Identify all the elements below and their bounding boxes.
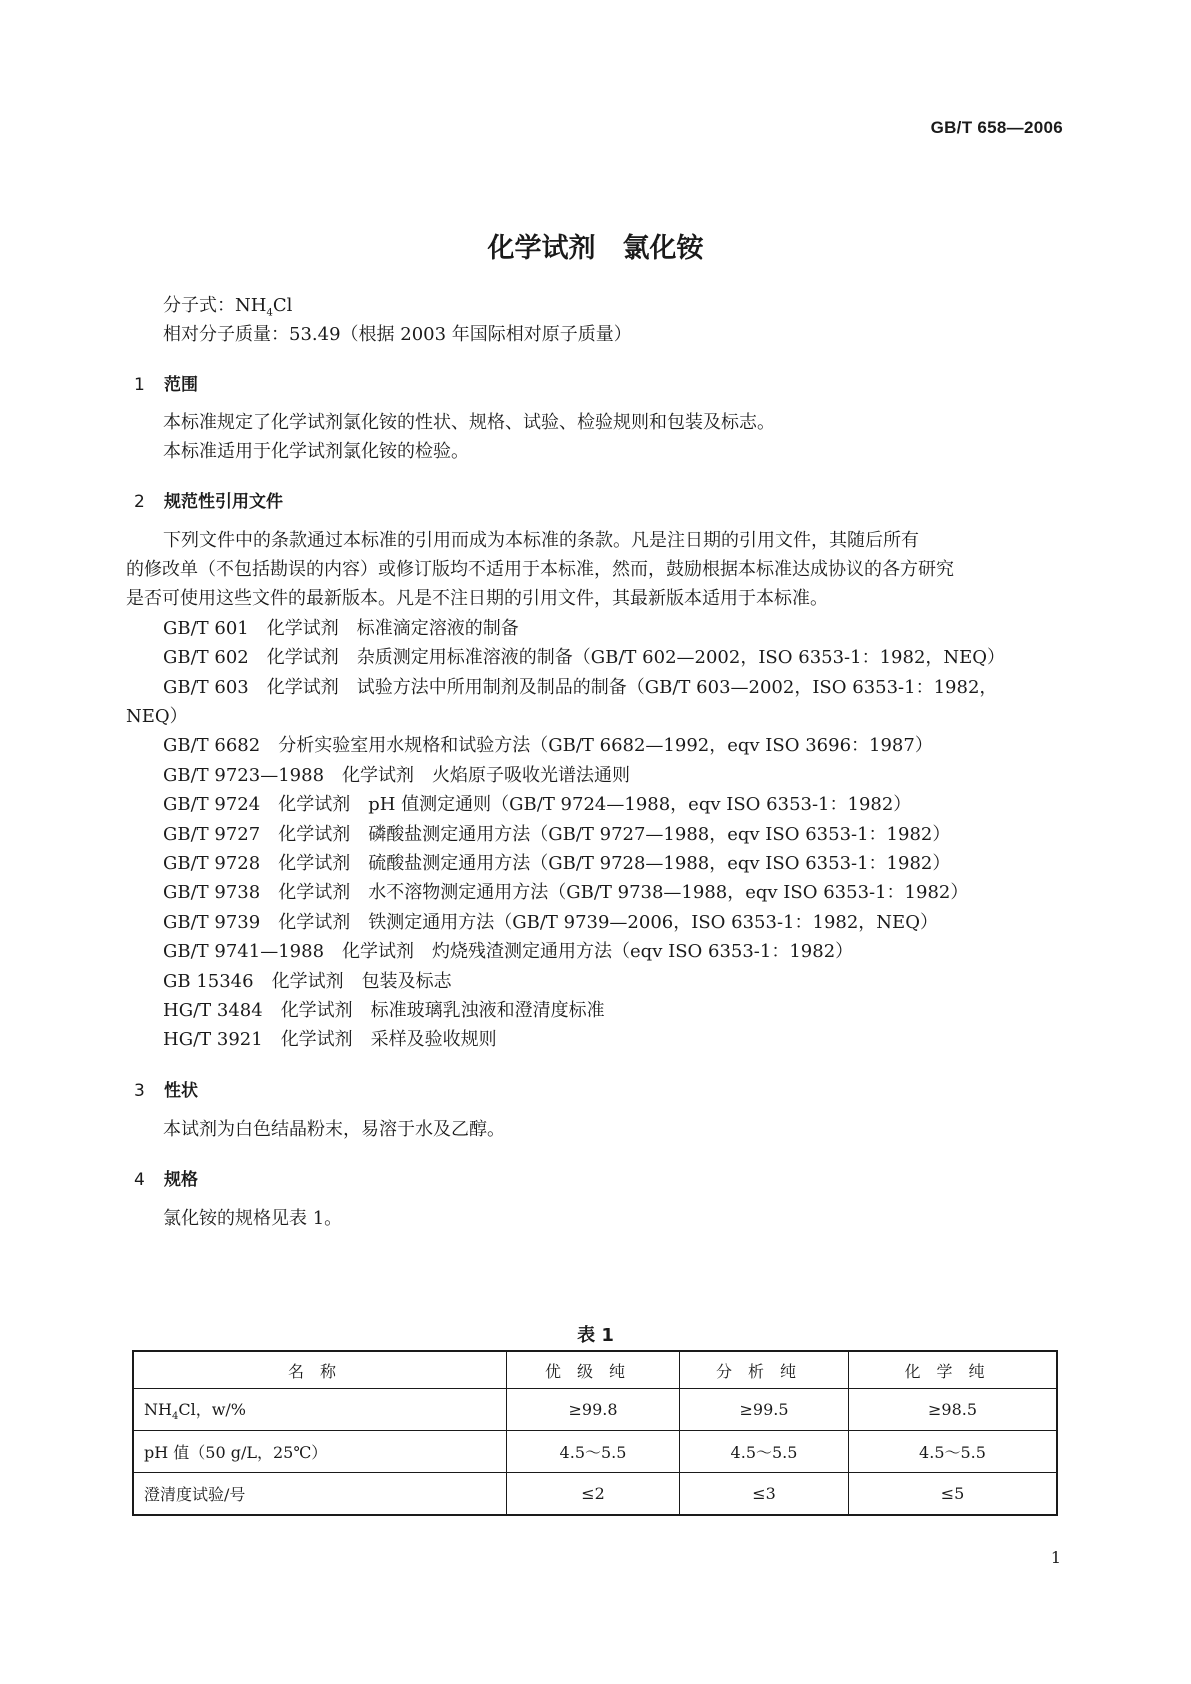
section-3-number: 3 xyxy=(134,1081,145,1101)
reference-item xyxy=(163,646,1005,670)
reference-code: HG/T 3921 xyxy=(163,1029,263,1050)
row-name-subscript: 4 xyxy=(171,1411,179,1423)
table-cell: ≤2 xyxy=(507,1473,680,1515)
reference-code: GB/T 9724 xyxy=(163,794,261,815)
section-1-title: 范围 xyxy=(164,375,198,395)
reference-text: 化学试剂 磷酸盐测定通用方法（GB/T 9727—1988，eqv ISO 6353-1：1982） xyxy=(278,824,951,845)
formula-subscript: 4 xyxy=(266,307,273,319)
reference-text: 化学试剂 水不溶物测定通用方法（GB/T 9738—1988，eqv ISO 6353-1：1982） xyxy=(278,882,969,903)
table-cell: ≥98.5 xyxy=(849,1389,1058,1431)
reference-code: GB/T 601 xyxy=(163,618,249,639)
table-row-name: 澄清度试验/号 xyxy=(133,1473,507,1515)
reference-item xyxy=(163,764,630,788)
section-3-title: 性状 xyxy=(164,1081,198,1101)
reference-code: GB/T 6682 xyxy=(163,735,261,756)
table-cell: ≤3 xyxy=(680,1473,849,1515)
reference-continuation: NEQ） xyxy=(126,706,188,727)
formula-label: 分子式： xyxy=(163,295,235,316)
reference-code: GB/T 603 xyxy=(163,677,249,698)
reference-text: 化学试剂 标准玻璃乳浊液和澄清度标准 xyxy=(280,1000,605,1021)
reference-item xyxy=(163,999,605,1023)
reference-code: GB/T 9741—1988 xyxy=(163,941,325,962)
reference-item xyxy=(163,970,452,994)
table-cell: 4.5～5.5 xyxy=(849,1431,1058,1473)
reference-text: 分析实验室用水规格和试验方法（GB/T 6682—1992，eqv ISO 3696：1987） xyxy=(278,735,933,756)
table-header-cell: 优级纯 xyxy=(507,1351,680,1389)
section-2-intro-line-3: 是否可使用这些文件的最新版本。凡是不注日期的引用文件，其最新版本适用于本标准。 xyxy=(126,588,828,609)
reference-code: GB/T 602 xyxy=(163,647,249,668)
section-3-heading xyxy=(134,1076,198,1101)
formula-main: NH xyxy=(235,295,267,316)
reference-item xyxy=(163,911,938,935)
section-4-title: 规格 xyxy=(164,1170,198,1190)
table-row xyxy=(133,1389,1057,1431)
section-1-heading xyxy=(134,370,198,395)
reference-item xyxy=(163,852,950,876)
section-4-number: 4 xyxy=(134,1170,145,1190)
reference-code: GB/T 9727 xyxy=(163,824,261,845)
section-1-paragraph-1: 本标准规定了化学试剂氯化铵的性状、规格、试验、检验规则和包装及标志。 xyxy=(163,412,775,433)
section-2-title: 规范性引用文件 xyxy=(164,492,283,512)
reference-code: GB/T 9728 xyxy=(163,853,261,874)
reference-text: 化学试剂 铁测定通用方法（GB/T 9739—2006，ISO 6353-1：1982，NEQ） xyxy=(278,912,938,933)
table-row xyxy=(133,1431,1057,1473)
table-header-cell: 分析纯 xyxy=(680,1351,849,1389)
row-name-tail: Cl，w/% xyxy=(178,1399,246,1419)
table-cell: 4.5～5.5 xyxy=(680,1431,849,1473)
section-3-paragraph: 本试剂为白色结晶粉末，易溶于水及乙醇。 xyxy=(163,1119,505,1140)
section-2-intro-line-2: 的修改单（不包括勘误的内容）或修订版均不适用于本标准，然而，鼓励根据本标准达成协议的各方研究 xyxy=(126,559,954,580)
reference-item xyxy=(163,734,933,758)
document-title: 化学试剂 氯化铵 xyxy=(487,233,704,264)
table-cell: 4.5～5.5 xyxy=(507,1431,680,1473)
reference-text: 化学试剂 标准滴定溶液的制备 xyxy=(266,618,519,639)
reference-text: 化学试剂 pH 值测定通则（GB/T 9724—1988，eqv ISO 6353-1：1982） xyxy=(278,794,912,815)
reference-text: 化学试剂 试验方法中所用制剂及制品的制备（GB/T 603—2002，ISO 6353-1：1982， xyxy=(266,677,998,698)
row-name-main: NH xyxy=(144,1399,172,1419)
reference-item xyxy=(163,823,950,847)
reference-code: GB/T 9738 xyxy=(163,882,261,903)
reference-item xyxy=(163,940,853,964)
reference-text: 化学试剂 火焰原子吸收光谱法通则 xyxy=(342,765,631,786)
table-cell: ≤5 xyxy=(849,1473,1058,1515)
reference-code: GB 15346 xyxy=(163,971,254,992)
section-2-heading xyxy=(134,487,283,512)
table-header-cell: 化学纯 xyxy=(849,1351,1058,1389)
reference-text: 化学试剂 包装及标志 xyxy=(271,971,452,992)
section-2-intro-line-1: 下列文件中的条款通过本标准的引用而成为本标准的条款。凡是注日期的引用文件，其随后所有 xyxy=(163,530,919,551)
reference-item xyxy=(163,793,911,817)
reference-item xyxy=(163,881,968,905)
reference-text: 化学试剂 灼烧残渣测定通用方法（eqv ISO 6353-1：1982） xyxy=(342,941,854,962)
reference-text: 化学试剂 硫酸盐测定通用方法（GB/T 9728—1988，eqv ISO 6353-1：1982） xyxy=(278,853,951,874)
standard-code: GB/T 658—2006 xyxy=(930,118,1063,137)
section-1-number: 1 xyxy=(134,375,145,395)
table-cell: ≥99.8 xyxy=(507,1389,680,1431)
reference-code: GB/T 9723—1988 xyxy=(163,765,325,786)
table-row-name xyxy=(133,1389,507,1431)
reference-item xyxy=(163,1028,497,1052)
table-row xyxy=(133,1473,1057,1515)
table-title: 表 1 xyxy=(577,1325,614,1346)
table-header-row xyxy=(133,1351,1057,1389)
reference-item xyxy=(163,676,997,700)
reference-code: GB/T 9739 xyxy=(163,912,261,933)
reference-text: 化学试剂 采样及验收规则 xyxy=(280,1029,497,1050)
section-4-heading xyxy=(134,1165,198,1190)
table-header-cell: 名称 xyxy=(133,1351,507,1389)
reference-text: 化学试剂 杂质测定用标准溶液的制备（GB/T 602—2002，ISO 6353-1：1982，NEQ） xyxy=(266,647,1006,668)
table-cell: ≥99.5 xyxy=(680,1389,849,1431)
page-number: 1 xyxy=(1050,1548,1061,1567)
reference-item xyxy=(163,617,519,641)
section-2-number: 2 xyxy=(134,492,145,512)
section-1-paragraph-2: 本标准适用于化学试剂氯化铵的检验。 xyxy=(163,441,469,462)
molecular-formula xyxy=(163,294,292,326)
section-4-paragraph: 氯化铵的规格见表 1。 xyxy=(163,1208,343,1229)
formula-tail: Cl xyxy=(272,295,293,316)
spec-table xyxy=(132,1350,1058,1516)
molar-mass: 相对分子质量：53.49（根据 2003 年国际相对原子质量） xyxy=(163,324,632,345)
reference-code: HG/T 3484 xyxy=(163,1000,263,1021)
table-row-name: pH 值（50 g/L，25℃） xyxy=(133,1431,507,1473)
